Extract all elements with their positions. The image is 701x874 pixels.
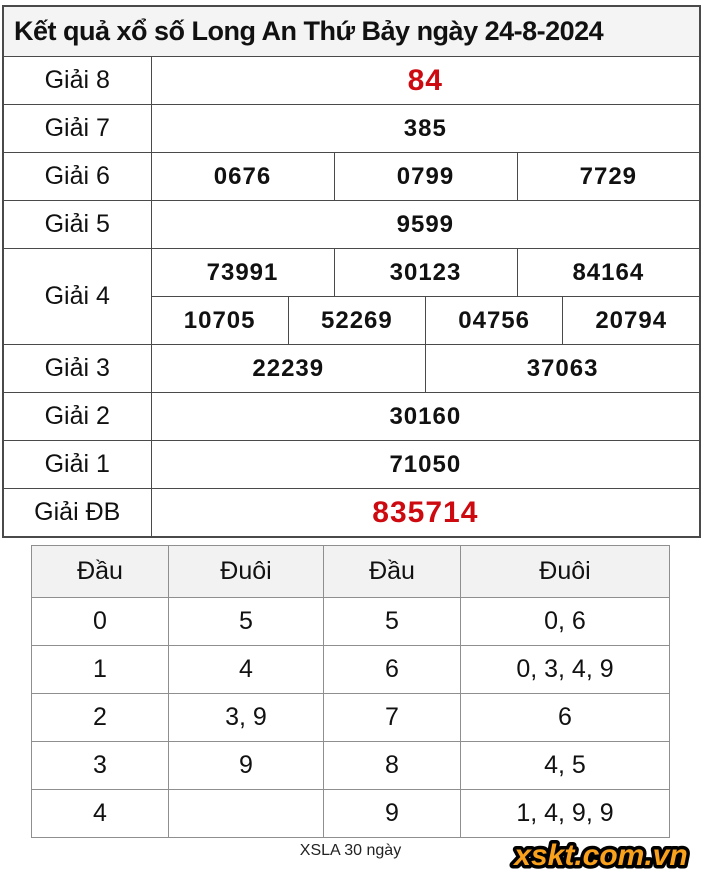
prize-row-g6 bbox=[3, 153, 700, 201]
dau-cell: 5 bbox=[324, 598, 461, 646]
head-tail-header-row bbox=[32, 546, 670, 598]
prize-value-g4-5: 52269 bbox=[288, 297, 425, 345]
head-tail-row-1 bbox=[32, 646, 670, 694]
dau-cell: 4 bbox=[32, 790, 169, 838]
prize-value-gdb: 835714 bbox=[151, 489, 700, 538]
prize-label-gdb: Giải ĐB bbox=[3, 489, 151, 538]
prize-value-g2: 30160 bbox=[151, 393, 700, 441]
prize-value-g4-2: 30123 bbox=[334, 249, 517, 297]
prize-row-g8 bbox=[3, 57, 700, 105]
prize-label-g8: Giải 8 bbox=[3, 57, 151, 105]
prize-label-g4: Giải 4 bbox=[3, 249, 151, 345]
duoi-cell: 6 bbox=[461, 694, 670, 742]
duoi-cell: 4 bbox=[169, 646, 324, 694]
xskt-logo[interactable] bbox=[501, 836, 701, 874]
head-tail-row-0 bbox=[32, 598, 670, 646]
history-30-days-link[interactable]: XSLA 30 ngày bbox=[299, 842, 402, 859]
dau-cell: 7 bbox=[324, 694, 461, 742]
prize-value-g4-3: 84164 bbox=[517, 249, 700, 297]
prize-value-g5: 9599 bbox=[151, 201, 700, 249]
duoi-cell: 0, 6 bbox=[461, 598, 670, 646]
dau-cell: 6 bbox=[324, 646, 461, 694]
prize-value-g3-1: 22239 bbox=[151, 345, 426, 393]
footer bbox=[0, 839, 701, 872]
lottery-result-table bbox=[2, 5, 701, 538]
prize-row-gdb bbox=[3, 489, 700, 538]
duoi-cell: 1, 4, 9, 9 bbox=[461, 790, 670, 838]
prize-value-g7: 385 bbox=[151, 105, 700, 153]
prize-label-g7: Giải 7 bbox=[3, 105, 151, 153]
prize-label-g3: Giải 3 bbox=[3, 345, 151, 393]
duoi-cell: 4, 5 bbox=[461, 742, 670, 790]
prize-row-g5 bbox=[3, 201, 700, 249]
dau-cell: 8 bbox=[324, 742, 461, 790]
dau-cell: 2 bbox=[32, 694, 169, 742]
page-title: Kết quả xổ số Long An Thứ Bảy ngày 24-8-2024 bbox=[3, 6, 700, 57]
dau-cell: 3 bbox=[32, 742, 169, 790]
dau-cell: 1 bbox=[32, 646, 169, 694]
prize-value-g1: 71050 bbox=[151, 441, 700, 489]
head-tail-row-3 bbox=[32, 742, 670, 790]
header-dau-1: Đầu bbox=[32, 546, 169, 598]
header-duoi-1: Đuôi bbox=[169, 546, 324, 598]
duoi-cell: 0, 3, 4, 9 bbox=[461, 646, 670, 694]
prize-row-g1 bbox=[3, 441, 700, 489]
prize-value-g4-4: 10705 bbox=[151, 297, 288, 345]
header-duoi-2: Đuôi bbox=[461, 546, 670, 598]
prize-value-g6-1: 0676 bbox=[151, 153, 334, 201]
head-tail-row-2 bbox=[32, 694, 670, 742]
duoi-cell bbox=[169, 790, 324, 838]
prize-label-g2: Giải 2 bbox=[3, 393, 151, 441]
prize-value-g4-6: 04756 bbox=[426, 297, 563, 345]
prize-label-g5: Giải 5 bbox=[3, 201, 151, 249]
prize-value-g4-1: 73991 bbox=[151, 249, 334, 297]
prize-row-g2 bbox=[3, 393, 700, 441]
prize-value-g3-2: 37063 bbox=[426, 345, 701, 393]
prize-value-g6-2: 0799 bbox=[334, 153, 517, 201]
prize-value-g8: 84 bbox=[151, 57, 700, 105]
prize-value-g6-3: 7729 bbox=[517, 153, 700, 201]
prize-label-g1: Giải 1 bbox=[3, 441, 151, 489]
prize-row-g3 bbox=[3, 345, 700, 393]
prize-row-g7 bbox=[3, 105, 700, 153]
xskt-logo-text: xskt.com.vn bbox=[514, 839, 688, 872]
head-tail-row-4 bbox=[32, 790, 670, 838]
prize-label-g6: Giải 6 bbox=[3, 153, 151, 201]
duoi-cell: 9 bbox=[169, 742, 324, 790]
head-tail-table bbox=[31, 545, 670, 838]
duoi-cell: 5 bbox=[169, 598, 324, 646]
title-row bbox=[3, 6, 700, 57]
prize-value-g4-7: 20794 bbox=[563, 297, 700, 345]
header-dau-2: Đầu bbox=[324, 546, 461, 598]
dau-cell: 0 bbox=[32, 598, 169, 646]
dau-cell: 9 bbox=[324, 790, 461, 838]
duoi-cell: 3, 9 bbox=[169, 694, 324, 742]
prize-row-g4a bbox=[3, 249, 700, 297]
